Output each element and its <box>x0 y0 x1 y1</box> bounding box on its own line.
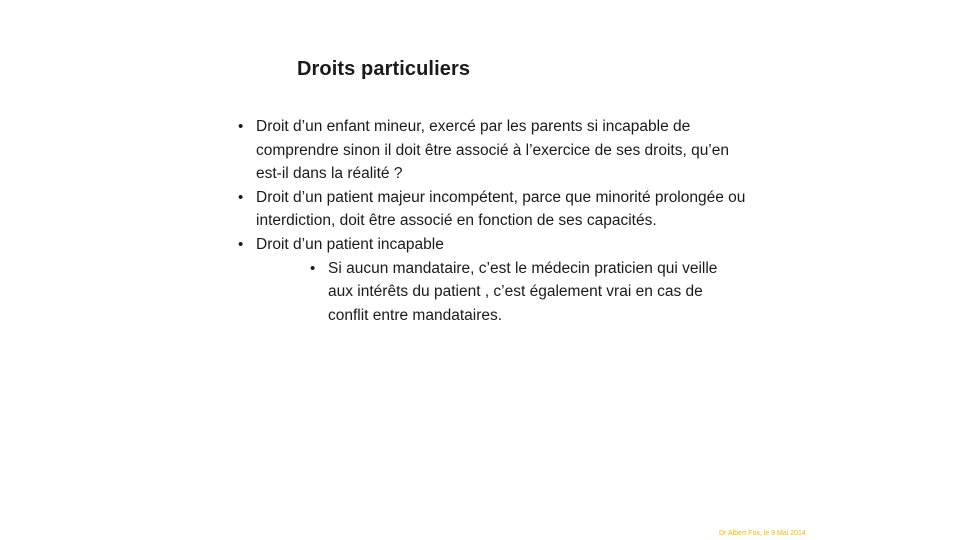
bullet-text: Droit d’un patient incapable <box>256 235 444 253</box>
bullet-item <box>238 115 758 186</box>
bullet-dot: • <box>238 118 244 135</box>
bullet-text: Droit d’un patient majeur incompétent, parce que minorité prolongée ou interdiction, doit être associé en fonction de ses capacités. <box>256 188 746 230</box>
slide-title: Droits particuliers <box>297 58 471 80</box>
footer-author-date: Dr Albert Fox, le 9 Mai 2014 <box>719 530 806 537</box>
sub-bullet-text: Si aucun mandataire, c’est le médecin praticien qui veille aux intérêts du patient , c’est également vrai en cas de conflit entre mandataires. <box>328 259 718 324</box>
bullet-item <box>238 186 758 233</box>
bullet-dot: • <box>238 188 244 206</box>
sub-bullet-item <box>310 257 743 328</box>
bullet-dot: • <box>310 259 316 277</box>
bullet-item <box>238 233 758 257</box>
bullet-dot: • <box>238 235 244 253</box>
slide-content <box>238 115 758 327</box>
bullet-text: Droit d’un enfant mineur, exercé par les parents si incapable de comprendre sinon il doit être associé à l’exercice de ses droits, qu’en est-il dans la réalité ? <box>256 118 729 183</box>
